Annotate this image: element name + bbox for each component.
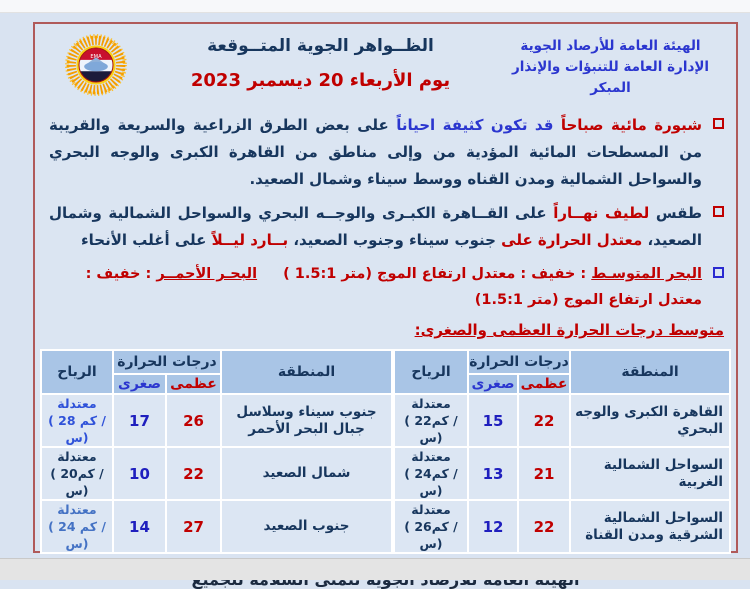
- region-cell: السواحل الشمالية الشرقية ومدن القناة: [570, 500, 730, 553]
- org-line2: الإدارة العامة للتنبؤات والإنذار المبكر: [511, 59, 710, 96]
- bulletin-header: [43, 30, 728, 108]
- weather-seg: على القــاهرة الكبـرى والوجــه البحري والسواحل الشمالية وشمال الصعيد،: [49, 204, 702, 249]
- wind-speed: ( 28 كم ‎/س): [48, 413, 106, 445]
- col-header-max: عظمى: [166, 374, 221, 394]
- weather-seg: طقس: [649, 204, 702, 222]
- mediterranean-state: : خفيف : معتدل ارتفاع الموج: [371, 266, 592, 282]
- region-cell: جنوب سيناء وسلاسل جبال البحر الأحمر: [221, 394, 392, 447]
- max-temp-cell: 22: [166, 447, 221, 500]
- table-row: [41, 447, 392, 500]
- org-line1: الهيئة العامة للأرصاد الجوية: [520, 38, 701, 54]
- page-title: الظــواهر الجوية المتــوقعة: [207, 36, 434, 56]
- bullet-square-icon: [713, 206, 724, 217]
- max-temp-cell: 22: [518, 394, 570, 447]
- wind-type: معتدلة: [57, 449, 97, 464]
- col-header-min: صغرى: [113, 374, 166, 394]
- table-row: [394, 394, 730, 447]
- max-temp-cell: 21: [518, 447, 570, 500]
- col-header-region: المنطقة: [570, 350, 730, 394]
- col-header-temps: درجات الحرارة: [113, 350, 221, 374]
- max-temp-cell: 22: [518, 500, 570, 553]
- fog-highlight: شبورة مائية صباحاً: [553, 116, 702, 134]
- region-cell: جنوب الصعيد: [221, 500, 392, 553]
- wind-speed: ( 22كم ‎/س): [404, 413, 458, 445]
- red-sea-wave-height: (1.5:1 متر): [474, 292, 559, 308]
- min-temp-cell: 12: [468, 500, 518, 553]
- table-row: [41, 394, 392, 447]
- ema-sun-logo-icon: [63, 32, 129, 98]
- min-temp-cell: 10: [113, 447, 166, 500]
- wind-cell: [41, 447, 113, 500]
- col-header-min: صغرى: [468, 374, 518, 394]
- min-temp-cell: 13: [468, 447, 518, 500]
- wind-type: معتدلة: [57, 502, 97, 517]
- mediterranean-label: البحر المتوسـط: [591, 266, 702, 282]
- bullet-square-icon: [713, 267, 724, 278]
- temps-table-left-half: [40, 349, 393, 554]
- col-header-max: عظمى: [518, 374, 570, 394]
- wind-speed: ( 24 كم ‎/س): [48, 519, 106, 551]
- wind-speed: ( 26كم ‎/س): [404, 519, 458, 551]
- wind-speed: ( 24كم ‎/س): [404, 466, 458, 498]
- table-row: [394, 500, 730, 553]
- weather-bulletin: [33, 22, 738, 553]
- weather-seg: على أغلب الأنحاء: [80, 231, 207, 249]
- red-sea-state: : خفيف : معتدل ارتفاع الموج: [85, 266, 702, 308]
- col-header-wind: الرياح: [41, 350, 113, 394]
- min-temp-cell: 14: [113, 500, 166, 553]
- weather-seg: جنوب سيناء وجنوب الصعيد،: [288, 231, 496, 249]
- wind-cell: [41, 500, 113, 553]
- wind-type: معتدلة: [411, 396, 451, 411]
- wind-type: معتدلة: [57, 396, 97, 411]
- col-header-region: المنطقة: [221, 350, 392, 394]
- temperature-table: [43, 349, 728, 554]
- svg-text:EMA: EMA: [89, 53, 102, 60]
- min-temp-cell: 15: [468, 394, 518, 447]
- fog-areas: على بعض الطرق الزراعية والسريعة والقريبة من المسطحات المائية المؤدية من وإلى مناطق من القاهرة الكبرى والوجه البحري والسواحل الشمالية ومدن القناه ووسط سيناء وشمال الصعيد.: [49, 116, 702, 188]
- col-header-wind: الرياح: [394, 350, 468, 394]
- weather-seg: بــارد ليــلاً: [206, 231, 289, 249]
- max-temp-cell: 27: [166, 500, 221, 553]
- min-temp-cell: 17: [113, 394, 166, 447]
- col-header-temps: درجات الحرارة: [468, 350, 570, 374]
- org-titles: [493, 30, 728, 108]
- region-cell: السواحل الشمالية الغربية: [570, 447, 730, 500]
- table-row: [394, 447, 730, 500]
- wind-cell: [394, 447, 468, 500]
- temps-table-right-half: [393, 349, 731, 554]
- table-row: [41, 500, 392, 553]
- logo-container: [43, 30, 148, 108]
- wind-type: معتدلة: [411, 502, 451, 517]
- mediterranean-wave-height: ( 1.5:1 متر): [283, 266, 372, 282]
- wind-cell: [394, 394, 468, 447]
- weather-seg: معتدل الحرارة على: [495, 231, 643, 249]
- fog-bullet: [49, 112, 724, 193]
- max-temp-cell: 26: [166, 394, 221, 447]
- fog-density: قد تكون كثيفة احياناً: [388, 116, 554, 134]
- red-sea-label: البحـر الأحمــر: [156, 266, 258, 282]
- weather-bullet: [49, 200, 724, 254]
- page-bottom-margin: [0, 558, 750, 580]
- title-block: [148, 30, 493, 108]
- region-cell: القاهرة الكبرى والوجه البحري: [570, 394, 730, 447]
- wind-speed: ( 20كم ‎/س): [50, 466, 104, 498]
- region-cell: شمال الصعيد: [221, 447, 392, 500]
- avg-temps-heading: متوسط درجات الحرارة العظمى والصغرى:: [414, 321, 724, 339]
- forecast-bullets: [43, 108, 728, 343]
- wind-cell: [394, 500, 468, 553]
- bullet-square-icon: [713, 118, 724, 129]
- sea-state-bullet: [49, 261, 724, 313]
- page-top-margin: [0, 0, 750, 13]
- weather-seg: لطيف نهــاراً: [546, 204, 650, 222]
- wind-cell: [41, 394, 113, 447]
- wind-type: معتدلة: [411, 449, 451, 464]
- date-line: يوم الأربعاء 20 ديسمبر 2023: [190, 70, 451, 91]
